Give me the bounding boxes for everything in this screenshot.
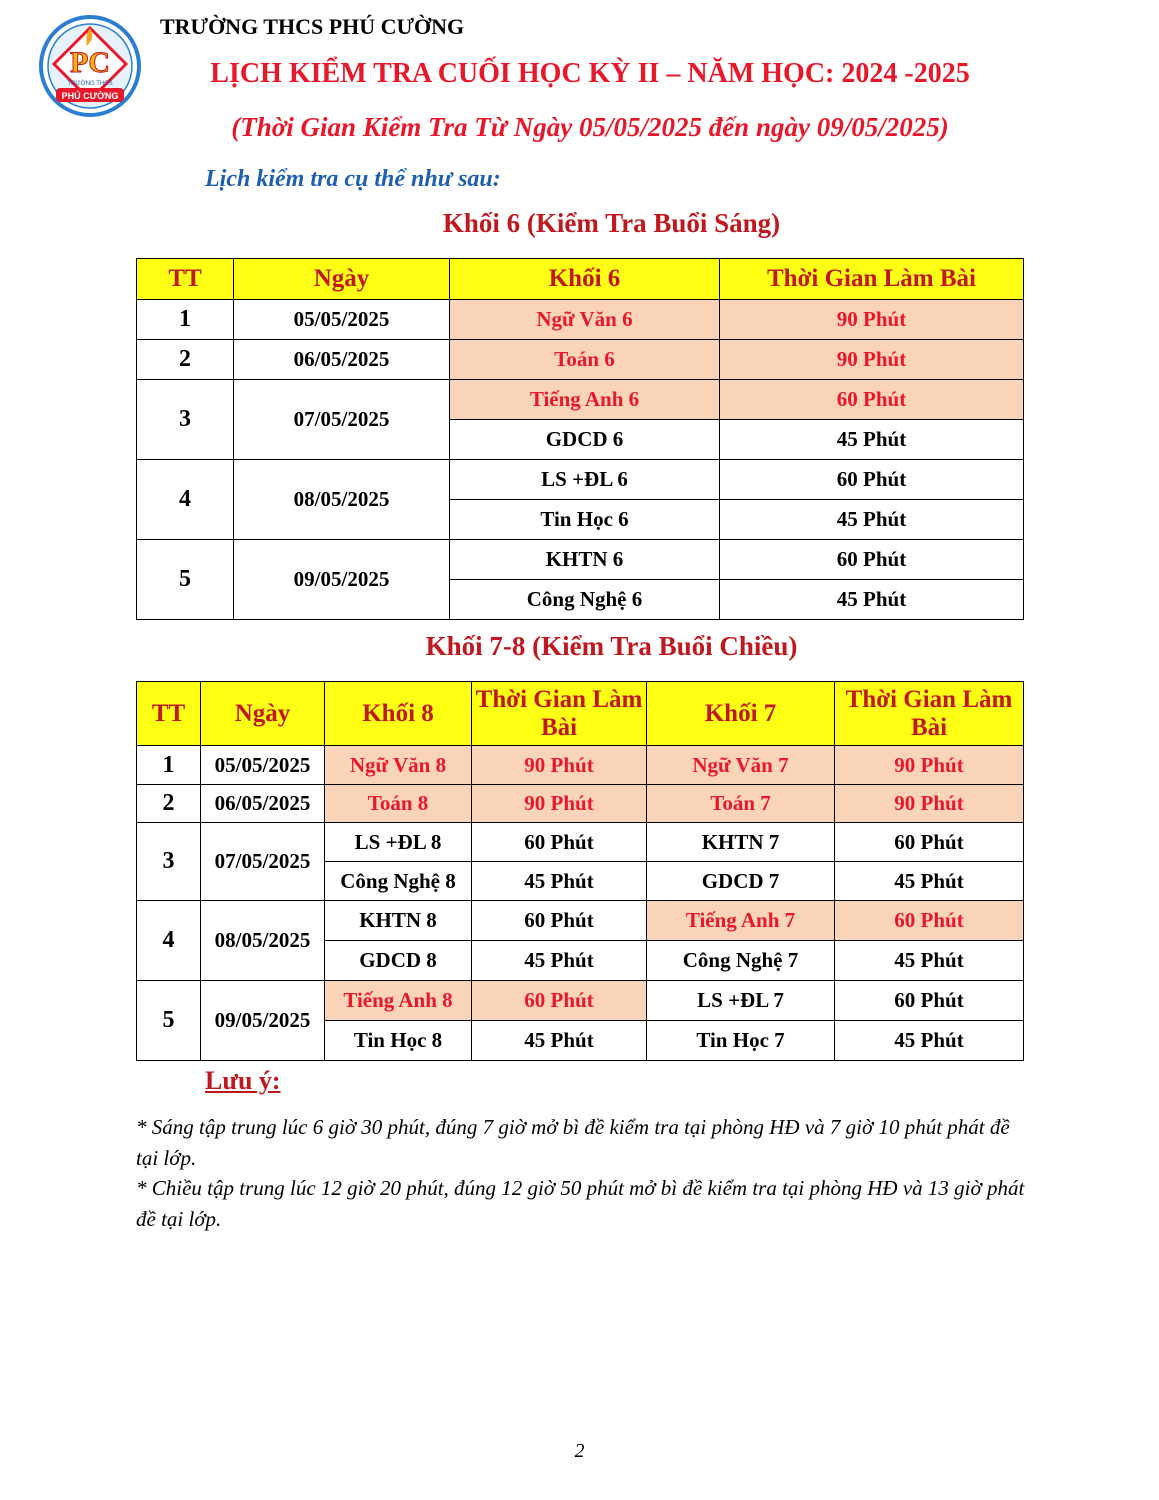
subject-khoi8: GDCD 8 [325, 941, 472, 981]
duration-khoi7: 90 Phút [835, 746, 1024, 785]
row-number: 1 [137, 746, 201, 785]
logo-banner-text: PHÚ CƯỜNG [61, 91, 119, 101]
table-row [137, 460, 1024, 500]
notes-title: Lưu ý: [205, 1066, 281, 1095]
exam-date: 05/05/2025 [234, 300, 450, 340]
logo-ring-text: TRƯỜNG THCS [67, 81, 113, 87]
table-row [137, 300, 1024, 340]
exam-date: 06/05/2025 [201, 785, 325, 823]
exam-duration: 90 Phút [720, 340, 1024, 380]
exam-duration: 60 Phút [720, 380, 1024, 420]
table-header-cell: Ngày [201, 682, 325, 746]
note-morning: * Sáng tập trung lúc 6 giờ 30 phút, đúng 7 giờ mở bì đề kiểm tra tại phòng HĐ và 7 giờ 10 phút phát đề tại lớp. [136, 1115, 1010, 1170]
schedule-table-khoi78 [136, 681, 1024, 1061]
table-header-cell: Thời Gian Làm Bài [720, 259, 1024, 300]
exam-duration: 60 Phút [720, 540, 1024, 580]
exam-duration: 90 Phút [720, 300, 1024, 340]
duration-khoi7: 60 Phút [835, 981, 1024, 1021]
exam-date: 09/05/2025 [201, 981, 325, 1061]
subject-name: GDCD 6 [450, 420, 720, 460]
table-header-cell: TT [137, 259, 234, 300]
subject-khoi8: Tiếng Anh 8 [325, 981, 472, 1021]
subject-name: LS +ĐL 6 [450, 460, 720, 500]
subject-khoi7: Công Nghệ 7 [647, 941, 835, 981]
intro-text: Lịch kiểm tra cụ thể như sau: [205, 166, 501, 192]
exam-date: 07/05/2025 [201, 823, 325, 901]
duration-khoi7: 45 Phút [835, 862, 1024, 901]
table-header-cell: Ngày [234, 259, 450, 300]
table-row [137, 540, 1024, 580]
exam-duration: 45 Phút [720, 580, 1024, 620]
row-number: 3 [137, 823, 201, 901]
subject-name: Công Nghệ 6 [450, 580, 720, 620]
exam-date: 06/05/2025 [234, 340, 450, 380]
duration-khoi8: 60 Phút [472, 981, 647, 1021]
table-header-cell: Khối 7 [647, 682, 835, 746]
table-header-cell: Khối 8 [325, 682, 472, 746]
duration-khoi8: 60 Phút [472, 901, 647, 941]
table-row [137, 981, 1024, 1021]
subject-khoi7: GDCD 7 [647, 862, 835, 901]
duration-khoi8: 45 Phút [472, 1021, 647, 1061]
duration-khoi8: 60 Phút [472, 823, 647, 862]
subject-khoi8: Ngữ Văn 8 [325, 746, 472, 785]
subject-khoi7: KHTN 7 [647, 823, 835, 862]
exam-duration: 60 Phút [720, 460, 1024, 500]
duration-khoi7: 60 Phút [835, 901, 1024, 941]
table-header-cell: Khối 6 [450, 259, 720, 300]
duration-khoi8: 90 Phút [472, 746, 647, 785]
row-number: 4 [137, 901, 201, 981]
table-row [137, 380, 1024, 420]
subject-khoi7: Tiếng Anh 7 [647, 901, 835, 941]
table-row [137, 823, 1024, 862]
subject-khoi8: KHTN 8 [325, 901, 472, 941]
row-number: 5 [137, 981, 201, 1061]
logo-letters: PC [70, 46, 110, 79]
duration-khoi7: 45 Phút [835, 1021, 1024, 1061]
table-row [137, 746, 1024, 785]
page-title: LỊCH KIỂM TRA CUỐI HỌC KỲ II – NĂM HỌC: 2024 -2025 [210, 58, 970, 89]
section-title-khoi6: Khối 6 (Kiểm Tra Buổi Sáng) [442, 208, 781, 238]
subject-khoi7: Ngữ Văn 7 [647, 746, 835, 785]
table-row [137, 785, 1024, 823]
schedule-table-khoi6 [136, 258, 1024, 620]
subject-khoi8: LS +ĐL 8 [325, 823, 472, 862]
exam-date: 08/05/2025 [201, 901, 325, 981]
subject-name: Tiếng Anh 6 [450, 380, 720, 420]
table-header-cell: TT [137, 682, 201, 746]
subject-khoi7: Tin Học 7 [647, 1021, 835, 1061]
section-title-khoi78: Khối 7-8 (Kiểm Tra Buổi Chiều) [425, 631, 798, 661]
table-row [137, 340, 1024, 380]
subject-name: Ngữ Văn 6 [450, 300, 720, 340]
duration-khoi7: 60 Phút [835, 823, 1024, 862]
row-number: 5 [137, 540, 234, 620]
subject-khoi8: Toán 8 [325, 785, 472, 823]
table-header-cell: Thời Gian Làm Bài [472, 682, 647, 746]
exam-date: 07/05/2025 [234, 380, 450, 460]
subject-khoi8: Công Nghệ 8 [325, 862, 472, 901]
note-afternoon: * Chiều tập trung lúc 12 giờ 20 phút, đúng 12 giờ 50 phút mở bì đề kiểm tra tại phòng HĐ và 13 giờ phát đề tại lớp. [136, 1176, 1025, 1231]
row-number: 4 [137, 460, 234, 540]
row-number: 1 [137, 300, 234, 340]
duration-khoi8: 90 Phút [472, 785, 647, 823]
exam-duration: 45 Phút [720, 500, 1024, 540]
page-number: 2 [574, 1440, 585, 1462]
duration-khoi7: 90 Phút [835, 785, 1024, 823]
exam-date: 05/05/2025 [201, 746, 325, 785]
school-name: TRƯỜNG THCS PHÚ CƯỜNG [160, 14, 465, 39]
subject-name: Tin Học 6 [450, 500, 720, 540]
duration-khoi7: 45 Phút [835, 941, 1024, 981]
page-subtitle: (Thời Gian Kiểm Tra Từ Ngày 05/05/2025 đến ngày 09/05/2025) [231, 112, 949, 142]
duration-khoi8: 45 Phút [472, 941, 647, 981]
subject-name: KHTN 6 [450, 540, 720, 580]
duration-khoi8: 45 Phút [472, 862, 647, 901]
exam-date: 09/05/2025 [234, 540, 450, 620]
subject-khoi7: LS +ĐL 7 [647, 981, 835, 1021]
subject-khoi8: Tin Học 8 [325, 1021, 472, 1061]
subject-name: Toán 6 [450, 340, 720, 380]
row-number: 2 [137, 785, 201, 823]
subject-khoi7: Toán 7 [647, 785, 835, 823]
row-number: 2 [137, 340, 234, 380]
table-header-cell: Thời Gian Làm Bài [835, 682, 1024, 746]
row-number: 3 [137, 380, 234, 460]
table-row [137, 901, 1024, 941]
exam-duration: 45 Phút [720, 420, 1024, 460]
exam-date: 08/05/2025 [234, 460, 450, 540]
